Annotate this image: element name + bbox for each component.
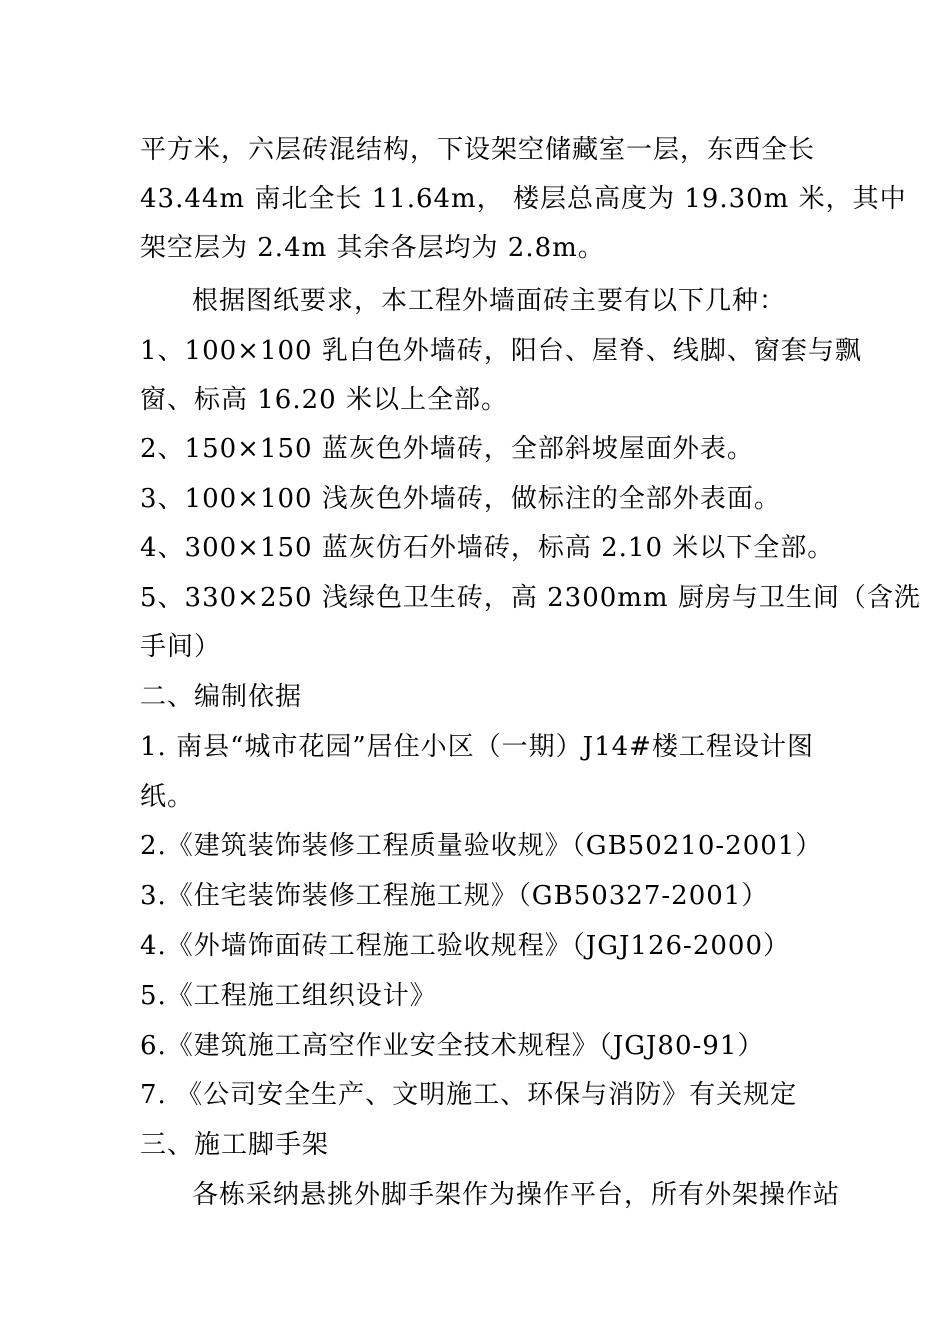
list-item: 3.《住宅装饰装修工程施工规》（GB50327-2001） <box>140 881 769 911</box>
section-heading: 二、编制依据 <box>140 682 303 712</box>
list-item: 6.《建筑施工高空作业安全技术规程》（JGJ80-91） <box>140 1031 765 1061</box>
paragraph-line: 平方米，六层砖混结构，下设架空储藏室一层，东西全长 <box>140 135 816 165</box>
list-item: 7. 《公司安全生产、文明施工、环保与消防》有关规定 <box>140 1080 798 1110</box>
paragraph-line: 架空层为 2.4m 其余各层均为 2.8m。 <box>140 233 605 263</box>
list-item: 2.《建筑装饰装修工程质量验收规》（GB50210-2001） <box>140 831 823 861</box>
section-heading: 三、施工脚手架 <box>140 1130 330 1160</box>
list-item-continuation: 手间） <box>140 632 222 662</box>
paragraph-line: 各栋采纳悬挑外脚手架作为操作平台，所有外架操作站 <box>192 1180 841 1210</box>
list-item: 1. 南县“城市花园”居住小区（一期）J14#楼工程设计图 <box>140 732 814 762</box>
list-item: 3、100×100 浅灰色外墙砖，做标注的全部外表面。 <box>140 484 781 514</box>
paragraph-line: 根据图纸要求，本工程外墙面砖主要有以下几种： <box>192 286 787 316</box>
paragraph-line: 43.44m 南北全长 11.64m， 楼层总高度为 19.30m 米，其中 <box>140 184 907 214</box>
list-item-continuation: 纸。 <box>140 782 195 812</box>
list-item: 1、100×100 乳白色外墙砖，阳台、屋脊、线脚、窗套与飘 <box>140 336 862 366</box>
list-item: 5、330×250 浅绿色卫生砖，高 2300mm 厨房与卫生间（含洗 <box>140 583 921 613</box>
list-item: 5.《工程施工组织设计》 <box>140 981 437 1011</box>
list-item: 2、150×150 蓝灰色外墙砖，全部斜坡屋面外表。 <box>140 434 754 464</box>
list-item: 4、300×150 蓝灰仿石外墙砖，标高 2.10 米以下全部。 <box>140 533 835 563</box>
list-item-continuation: 窗、标高 16.20 米以上全部。 <box>140 385 508 415</box>
list-item: 4.《外墙饰面砖工程施工验收规程》（JGJ126-2000） <box>140 931 791 961</box>
